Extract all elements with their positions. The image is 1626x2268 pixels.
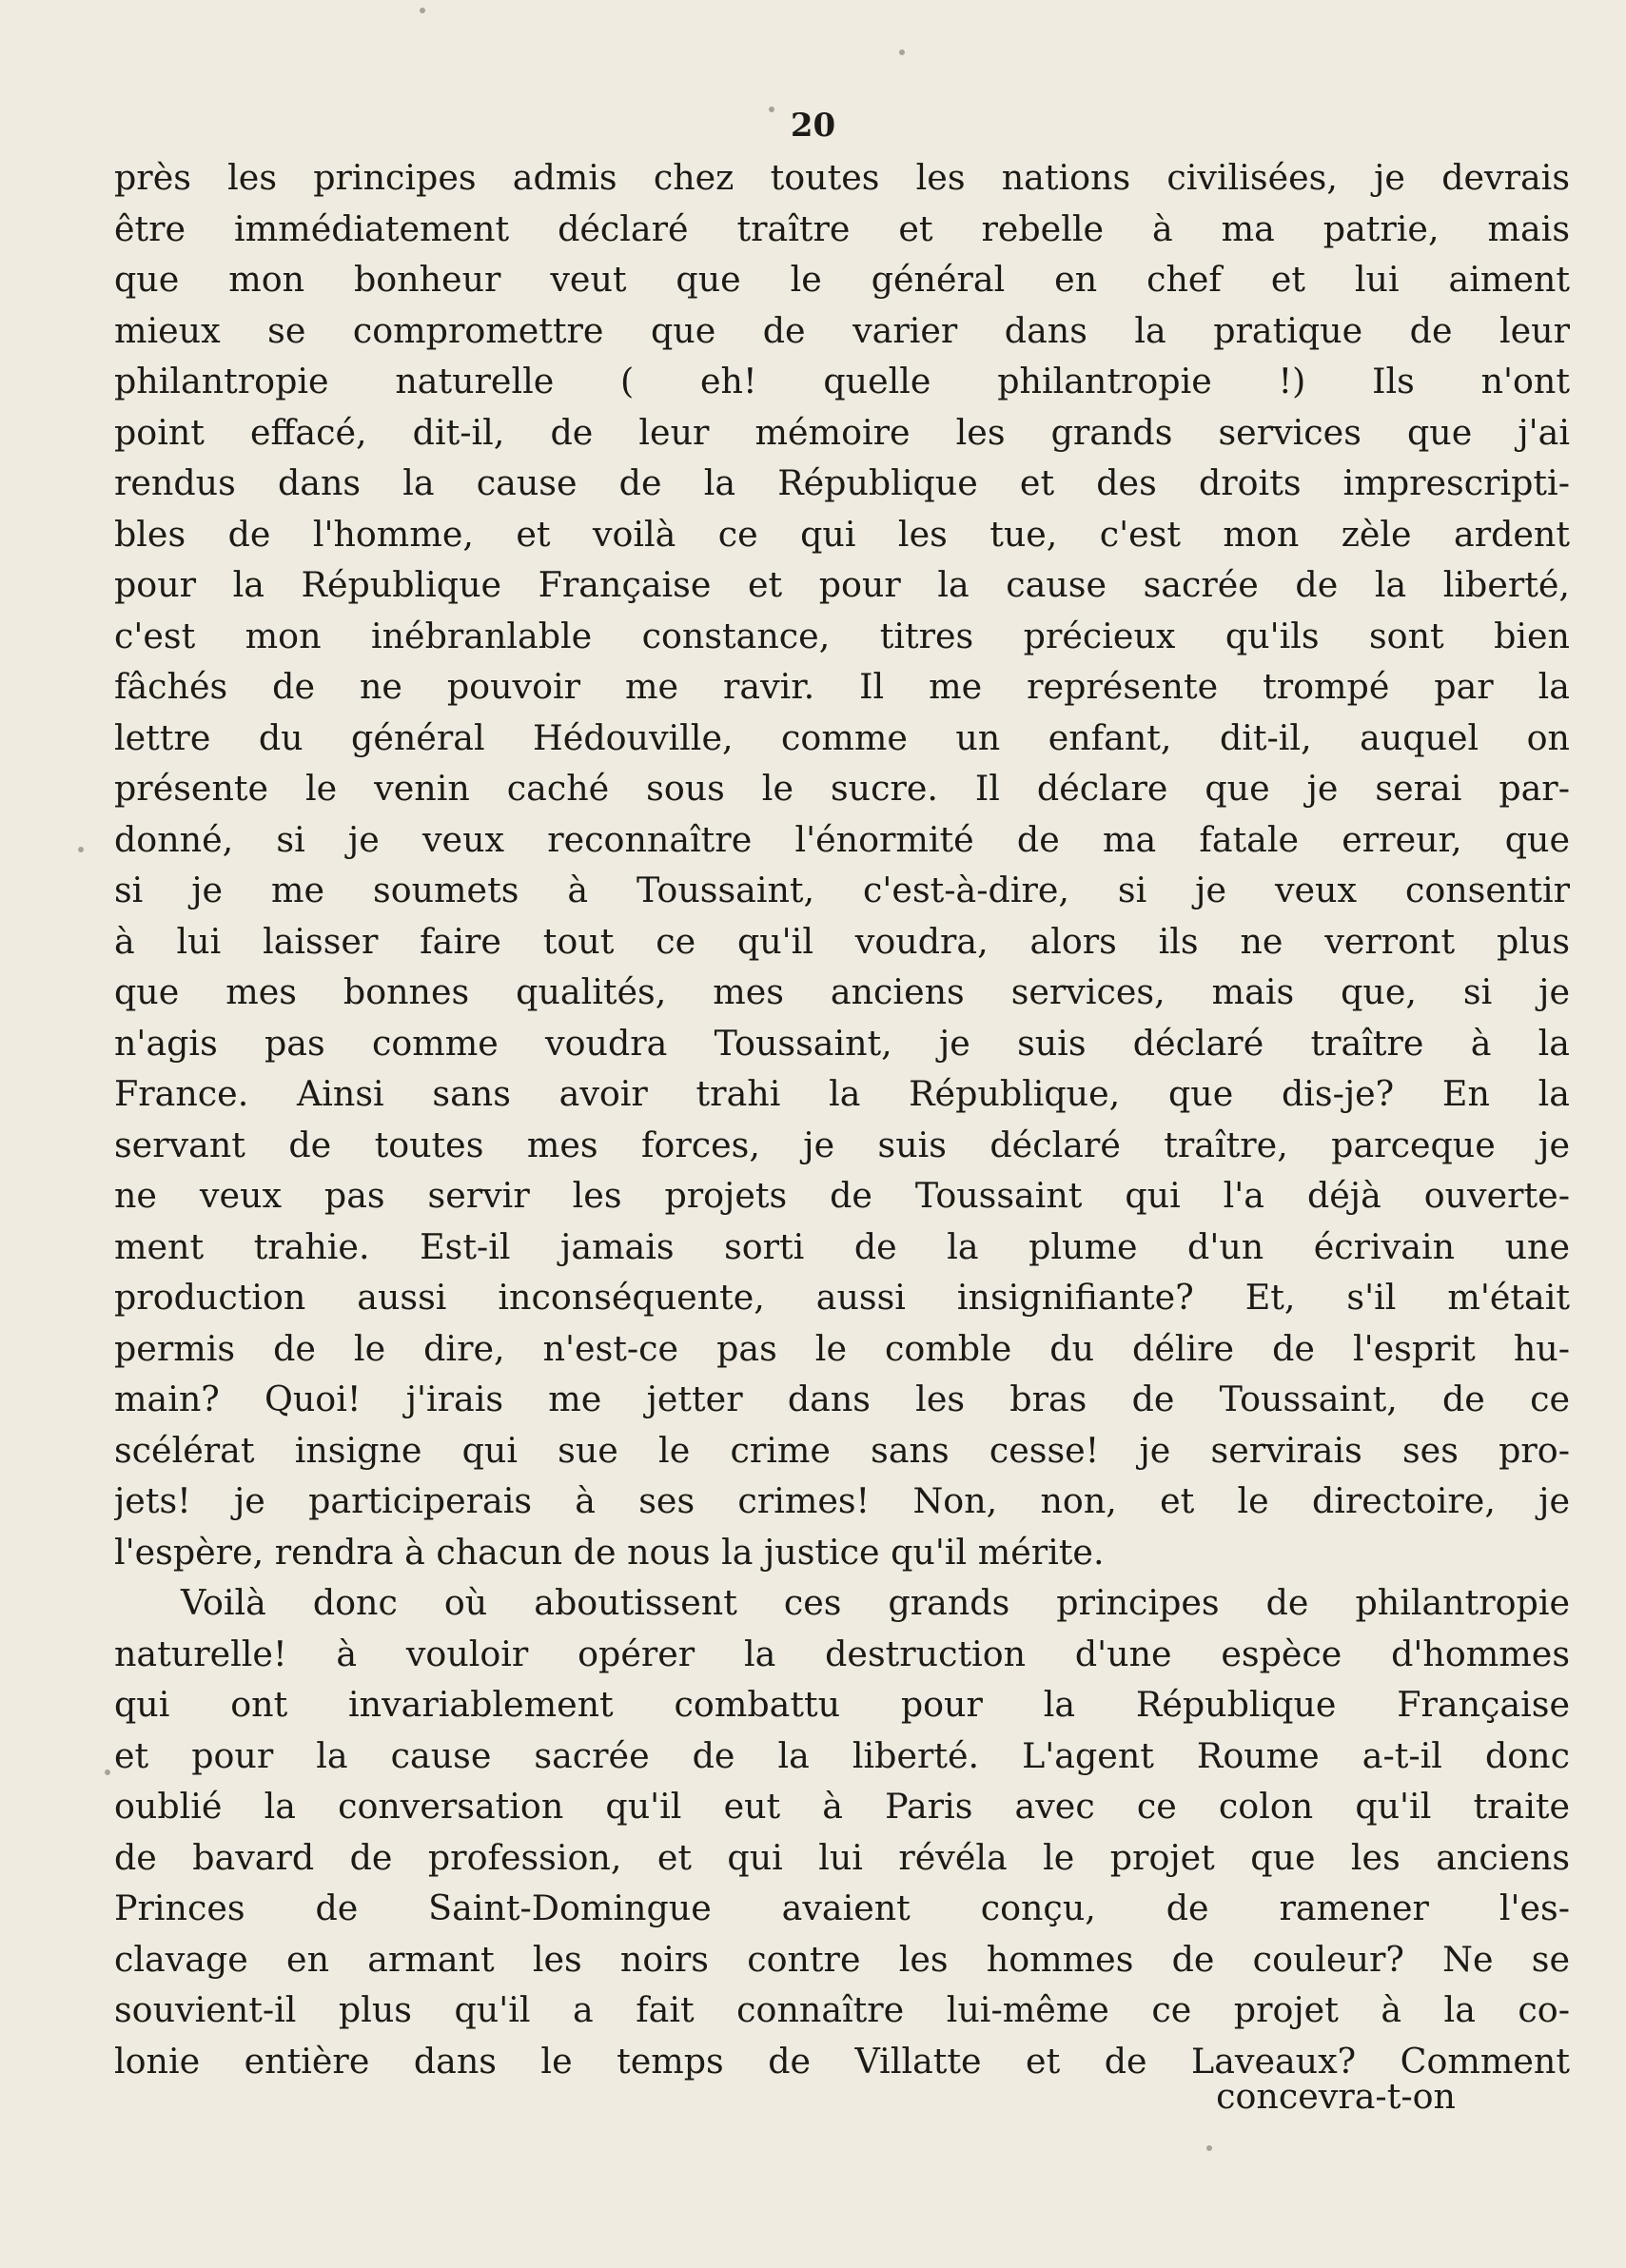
- text-line: que mes bonnes qualités, mes anciens services, mais que, si je: [114, 971, 1570, 1012]
- catchword: concevra-t-on: [1216, 2076, 1456, 2117]
- text-line: ne veux pas servir les projets de Toussaint qui l'a déjà ouverte-: [114, 1175, 1570, 1216]
- text-line: scélérat insigne qui sue le crime sans cesse! je servirais ses pro-: [114, 1429, 1570, 1471]
- ink-spot: [420, 8, 425, 13]
- text-line: et pour la cause sacrée de la liberté. L'agent Roume a-t-il donc: [114, 1734, 1570, 1776]
- text-line: permis de le dire, n'est-ce pas le comble du délire de l'esprit hu-: [114, 1327, 1570, 1369]
- text-line: présente le venin caché sous le sucre. Il déclare que je serai par-: [114, 768, 1570, 809]
- text-line: n'agis pas comme voudra Toussaint, je suis déclaré traître à la: [114, 1022, 1570, 1064]
- text-line: lonie entière dans le temps de Villatte et de Laveaux? Comment: [114, 2040, 1570, 2082]
- text-line: pour la République Française et pour la cause sacrée de la liberté,: [114, 564, 1570, 605]
- text-line: naturelle! à vouloir opérer la destruction d'une espèce d'hommes: [114, 1633, 1570, 1674]
- text-line: point effacé, dit-il, de leur mémoire les grands services que j'ai: [114, 411, 1570, 453]
- page-number: 20: [790, 107, 836, 145]
- text-line: fâchés de ne pouvoir me ravir. Il me représente trompé par la: [114, 666, 1570, 707]
- text-line: jets! je participerais à ses crimes! Non, non, et le directoire, je: [114, 1480, 1570, 1521]
- text-line: Princes de Saint-Domingue avaient conçu, de ramener l'es-: [114, 1887, 1570, 1928]
- text-line: être immédiatement déclaré traître et rebelle à ma patrie, mais: [114, 207, 1570, 249]
- text-line: lettre du général Hédouville, comme un enfant, dit-il, auquel on: [114, 716, 1570, 758]
- text-line: Voilà donc où aboutissent ces grands principes de philantropie: [181, 1582, 1570, 1623]
- text-line: France. Ainsi sans avoir trahi la République, que dis-je? En la: [114, 1073, 1570, 1114]
- text-line: bles de l'homme, et voilà ce qui les tue, c'est mon zèle ardent: [114, 513, 1570, 555]
- ink-spot: [1206, 2145, 1212, 2151]
- text-line: rendus dans la cause de la République et des droits imprescripti-: [114, 462, 1570, 503]
- text-line: production aussi inconséquente, aussi insignifiante? Et, s'il m'était: [114, 1277, 1570, 1318]
- text-line: souvient-il plus qu'il a fait connaître lui-même ce projet à la co-: [114, 1989, 1570, 2030]
- text-line: mieux se compromettre que de varier dans la pratique de leur: [114, 309, 1570, 351]
- text-line: donné, si je veux reconnaître l'énormité de ma fatale erreur, que: [114, 818, 1570, 860]
- text-line: servant de toutes mes forces, je suis déclaré traître, parceque je: [114, 1124, 1570, 1165]
- text-line: main? Quoi! j'irais me jetter dans les bras de Toussaint, de ce: [114, 1378, 1570, 1419]
- text-line: oublié la conversation qu'il eut à Paris avec ce colon qu'il traite: [114, 1786, 1570, 1827]
- text-line: c'est mon inébranlable constance, titres précieux qu'ils sont bien: [114, 615, 1570, 656]
- text-line: qui ont invariablement combattu pour la République Française: [114, 1684, 1570, 1725]
- body-text: [114, 152, 1570, 2086]
- text-line: ment trahie. Est-il jamais sorti de la plume d'un écrivain une: [114, 1225, 1570, 1267]
- ink-spot: [105, 1769, 110, 1775]
- text-line: près les principes admis chez toutes les nations civilisées, je devrais: [114, 157, 1570, 198]
- text-line: que mon bonheur veut que le général en chef et lui aiment: [114, 259, 1570, 300]
- text-line: philantropie naturelle ( eh! quelle philantropie !) Ils n'ont: [114, 361, 1570, 401]
- text-line: de bavard de profession, et qui lui révéla le projet que les anciens: [114, 1836, 1570, 1878]
- ink-spot: [899, 49, 905, 55]
- text-line: l'espère, rendra à chacun de nous la justice qu'il mérite.: [114, 1531, 1105, 1573]
- text-line: à lui laisser faire tout ce qu'il voudra, alors ils ne verront plus: [114, 920, 1570, 962]
- text-line: si je me soumets à Toussaint, c'est-à-dire, si je veux consentir: [114, 870, 1570, 910]
- text-line: clavage en armant les noirs contre les hommes de couleur? Ne se: [114, 1938, 1570, 1980]
- ink-spot: [769, 107, 774, 112]
- ink-spot: [78, 847, 84, 852]
